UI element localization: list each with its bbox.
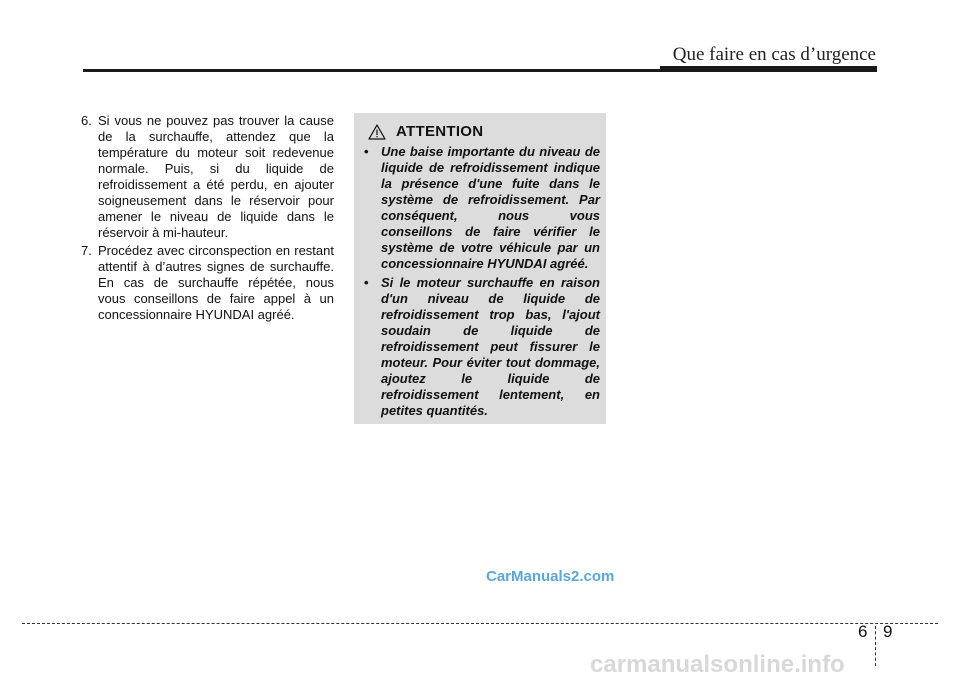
bullet: • <box>364 275 369 290</box>
step-number: 6. <box>81 113 92 128</box>
instruction-column <box>81 113 334 325</box>
attention-item-text: Si le moteur surchauffe en raison d'un niveau de liquide de refroidissement trop bas, l'ajout soudain de liquide de refroidissement peut fissurer le moteur. Pour éviter tout dommage, ajoutez le liquide de refroidissement lentement, en petites quantités. <box>381 275 600 418</box>
page-header-title: Que faire en cas d’urgence <box>672 44 876 65</box>
step-item <box>81 243 334 323</box>
page-number-divider <box>875 626 876 666</box>
attention-item-text: Une baise importante du niveau de liquide de refroidissement indique la présence d'une fuite dans le système de refroidissement. Par conséquent, nous vous conseillons de faire vérifier le système de votre véhicule par un concessionnaire HYUNDAI agréé. <box>381 144 600 271</box>
step-number: 7. <box>81 243 92 258</box>
attention-header <box>364 123 600 140</box>
attention-box <box>354 113 606 424</box>
carmanuals-watermark[interactable]: CarManuals2.com <box>486 568 615 585</box>
attention-item <box>364 275 600 419</box>
step-text: Procédez avec circonspection en restant attentif à d’autres signes de surchauffe. En cas de surchauffe répétée, nous vous conseillons de faire appel à un concessionnaire HYUNDAI agréé. <box>98 243 334 322</box>
attention-title: ATTENTION <box>396 123 484 140</box>
section-number: 6 <box>858 622 868 641</box>
step-item <box>81 113 334 241</box>
attention-item <box>364 144 600 272</box>
footer-dashed-rule <box>22 623 938 624</box>
page-number: 9 <box>883 622 893 641</box>
header-rule-accent <box>660 66 877 72</box>
warning-triangle-icon <box>368 124 386 140</box>
site-watermark: carmanualsonline.info <box>590 651 845 678</box>
step-text: Si vous ne pouvez pas trouver la cause de la surchauffe, attendez que la température du moteur soit redevenue normale. Puis, si du liquide de refroidissement a été perdu, en ajouter soigneusement dans le réservoir pour amener le niveau de liquide dans le réservoir à mi-hauteur. <box>98 113 334 240</box>
bullet: • <box>364 144 369 159</box>
